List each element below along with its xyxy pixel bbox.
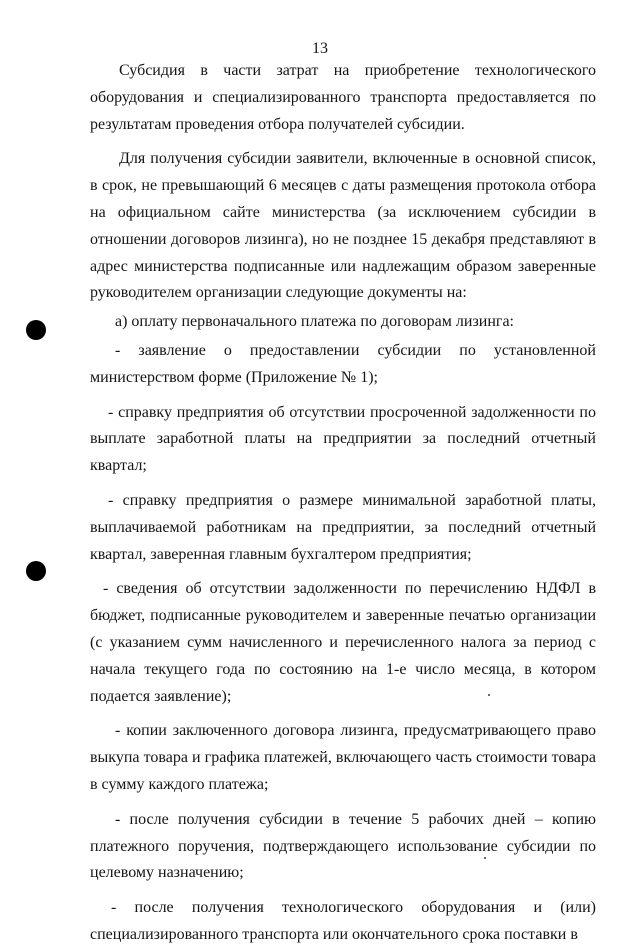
list-item-leasing-contract-copy: - копии заключенного договора лизинга, предусматривающего право выкупа товара и графика платежей, включающего часть стоимости товара в сумму каждого платежа; bbox=[90, 722, 596, 793]
list-item-payment-order-copy: - после получения субсидии в течение 5 рабочих дней – копию платежного поручения, подтверждающего использование субсидии по целевому назначению; bbox=[90, 810, 596, 882]
paragraph-application-deadline: Для получения субсидии заявители, включенные в основной список, в срок, не превышающий 6 месяцев с даты размещения протокола отбора на официальном сайте министерства (за исключением субсидии в отношении договоров лизинга), но не позднее 15 декабря представляют в адрес министерства подписанные или надлежащим образом заверенные руководителем организации следующие документы на: bbox=[90, 150, 596, 302]
document-body bbox=[90, 58, 596, 949]
list-item-tax-debt-statement: - сведения об отсутствии задолженности по перечислению НДФЛ в бюджет, подписанные руководителем и заверенные печатью организации (с указанием сумм начисленного и перечисленного налога за период с начала текущего года по состоянию на 1-е число месяца, в котором подается заявление); bbox=[90, 580, 596, 705]
punch-hole-lower bbox=[26, 561, 46, 581]
list-item-application-form: - заявление о предоставлении субсидии по установленной министерством форме (Приложение № 1); bbox=[90, 341, 596, 386]
punch-hole-upper bbox=[26, 320, 46, 340]
list-item-minimum-wage-certificate: - справку предприятия о размере минимальной заработной платы, выплачиваемой работникам на предприятии, за последний отчетный квартал, заверенная главным бухгалтером предприятия; bbox=[90, 491, 596, 563]
page-number: 13 bbox=[312, 40, 328, 57]
list-item-salary-arrears-certificate: - справку предприятия об отсутствии просроченной задолженности по выплате заработной платы на предприятии за последний отчетный квартал; bbox=[90, 403, 596, 475]
scan-speck bbox=[484, 857, 486, 859]
scan-speck bbox=[488, 694, 490, 696]
list-heading-first-payment: а) оплату первоначального платежа по договорам лизинга: bbox=[115, 313, 514, 331]
list-item-after-equipment-delivery: - после получения технологического оборудования и (или) специализированного транспорта или окончательного срока поставки в bbox=[90, 899, 596, 943]
paragraph-subsidy-selection: Субсидия в части затрат на приобретение технологического оборудования и специализированного транспорта предоставляется по результатам проведения отбора получателей субсидии. bbox=[90, 62, 596, 133]
